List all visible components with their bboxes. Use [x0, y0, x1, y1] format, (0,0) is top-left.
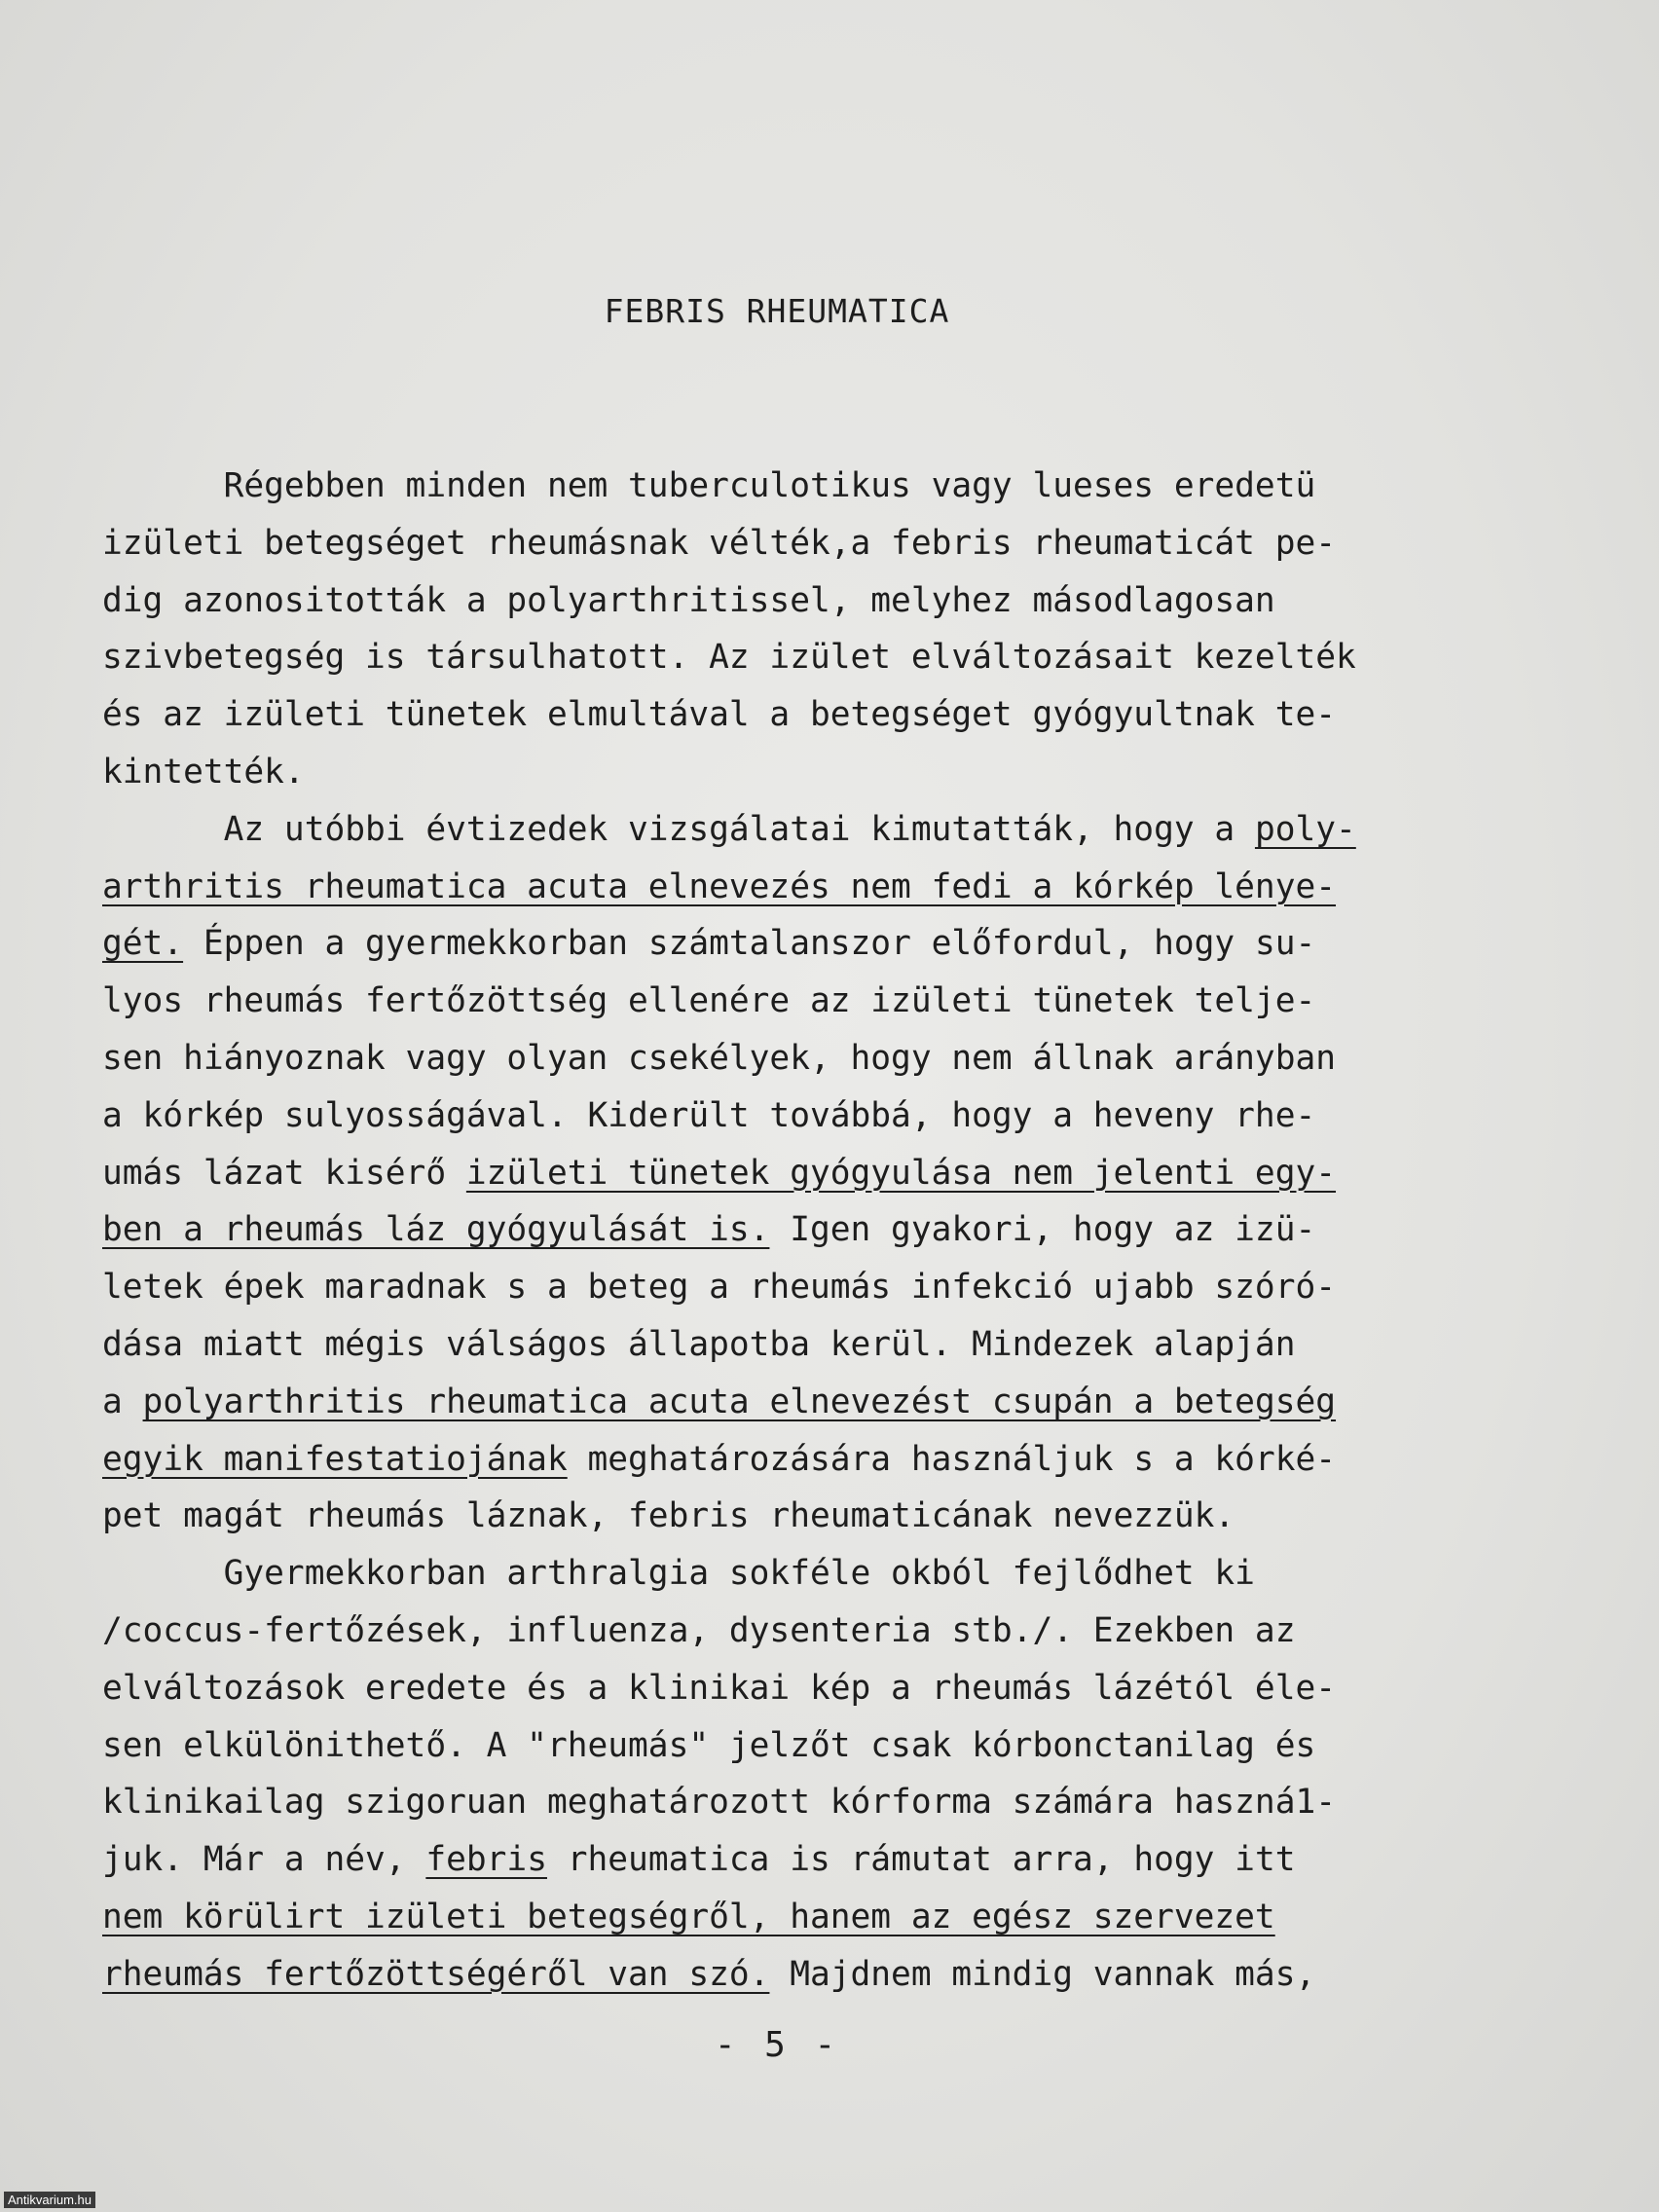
underlined-text: arthritis rheumatica acuta elnevezés nem fedi a kórkép lénye-: [102, 866, 1337, 906]
text-segment: izületi betegséget rheumásnak vélték,a febris rheumaticát pe-: [102, 523, 1337, 563]
text-line: [102, 1145, 1558, 1202]
text-segment: klinikailag szigoruan meghatározott kórforma számára haszná1-: [102, 1783, 1337, 1823]
text-line: [102, 1603, 1558, 1660]
text-segment: rheumatica is rámutat arra, hogy itt: [546, 1840, 1296, 1880]
text-segment: dig azonositották a polyarthritissel, melyhez másodlagosan: [102, 580, 1275, 620]
text-line: [102, 1545, 1558, 1603]
text-segment: Igen gyakori, hogy az izü-: [769, 1210, 1316, 1250]
text-line: [102, 744, 1558, 801]
text-segment: elváltozások eredete és a klinikai kép a rheumás lázétól éle-: [102, 1668, 1337, 1708]
text-line: [102, 686, 1558, 744]
text-segment: meghatározására használjuk s a kórké-: [567, 1439, 1337, 1479]
underlined-text: gét.: [102, 924, 184, 964]
underlined-text: febris: [425, 1840, 547, 1880]
underlined-text: ben a rheumás láz gyógyulását is.: [102, 1210, 770, 1250]
underlined-text: izületi tünetek gyógyulása nem jelenti egy-: [465, 1153, 1337, 1193]
underlined-text: egyik manifestatiojának: [102, 1439, 568, 1479]
text-segment: umás lázat kisérő: [102, 1153, 466, 1193]
text-line: [102, 1946, 1558, 2004]
text-segment: Gyermekkorban arthralgia sokféle okból fejlődhet ki: [102, 1554, 1255, 1594]
text-line: [102, 1660, 1558, 1717]
text-line: [102, 1431, 1558, 1489]
text-line: [102, 1488, 1558, 1545]
text-line: [102, 1889, 1558, 1946]
text-line: [102, 1374, 1558, 1431]
text-segment: juk. Már a név,: [102, 1840, 426, 1880]
text-line: [102, 458, 1558, 515]
text-segment: dása miatt mégis válságos állapotba kerül. Mindezek alapján: [102, 1324, 1296, 1364]
underlined-text: rheumás fertőzöttségéről van szó.: [102, 1954, 770, 1994]
text-line: [102, 1774, 1558, 1831]
text-line: [102, 1717, 1558, 1775]
text-line: [102, 859, 1558, 916]
text-line: [102, 1316, 1558, 1374]
text-segment: a kórkép sulyosságával. Kiderült továbbá, hogy a heveny rhe-: [102, 1095, 1316, 1135]
text-line: [102, 515, 1558, 572]
text-segment: pet magát rheumás láznak, febris rheumaticának nevezzük.: [102, 1496, 1235, 1536]
text-line: [102, 973, 1558, 1030]
text-segment: letek épek maradnak s a beteg a rheumás infekció ujabb szóró-: [102, 1268, 1337, 1308]
text-line: [102, 1088, 1558, 1145]
page-number: - 5 -: [714, 2025, 840, 2065]
text-segment: Majdnem mindig vannak más,: [769, 1954, 1316, 1994]
text-line: [102, 1831, 1558, 1889]
text-line: [102, 915, 1558, 973]
body-text: [102, 458, 1558, 2004]
text-segment: Az utóbbi évtizedek vizsgálatai kimutatták, hogy a: [102, 809, 1255, 849]
text-segment: Régebben minden nem tuberculotikus vagy lueses eredetü: [102, 466, 1316, 505]
text-line: [102, 1201, 1558, 1259]
text-segment: /coccus-fertőzések, influenza, dysenteria stb./. Ezekben az: [102, 1610, 1296, 1650]
text-line: [102, 1030, 1558, 1088]
page-title: FEBRIS RHEUMATICA: [604, 292, 950, 330]
underlined-text: polyarthritis rheumatica acuta elnevezést csupán a betegség: [142, 1382, 1337, 1421]
text-line: [102, 629, 1558, 686]
watermark: Antikvarium.hu: [4, 2192, 95, 2208]
text-line: [102, 572, 1558, 630]
underlined-text: nem körülirt izületi betegségről, hanem az egész szervezet: [102, 1897, 1275, 1936]
underlined-text: poly-: [1254, 809, 1356, 849]
text-segment: szivbetegség is társulhatott. Az izület elváltozásait kezelték: [102, 638, 1356, 678]
text-line: [102, 801, 1558, 859]
text-segment: a: [102, 1382, 143, 1421]
text-segment: lyos rheumás fertőzöttség ellenére az izületi tünetek telje-: [102, 981, 1316, 1021]
text-line: [102, 1259, 1558, 1316]
text-segment: kintették.: [102, 752, 305, 792]
text-segment: sen elkülönithető. A "rheumás" jelzőt csak kórbonctanilag és: [102, 1725, 1316, 1765]
text-segment: sen hiányoznak vagy olyan csekélyek, hogy nem állnak arányban: [102, 1038, 1337, 1078]
text-segment: Éppen a gyermekkorban számtalanszor előfordul, hogy su-: [183, 924, 1316, 964]
text-segment: és az izületi tünetek elmultával a betegséget gyógyultnak te-: [102, 695, 1337, 735]
